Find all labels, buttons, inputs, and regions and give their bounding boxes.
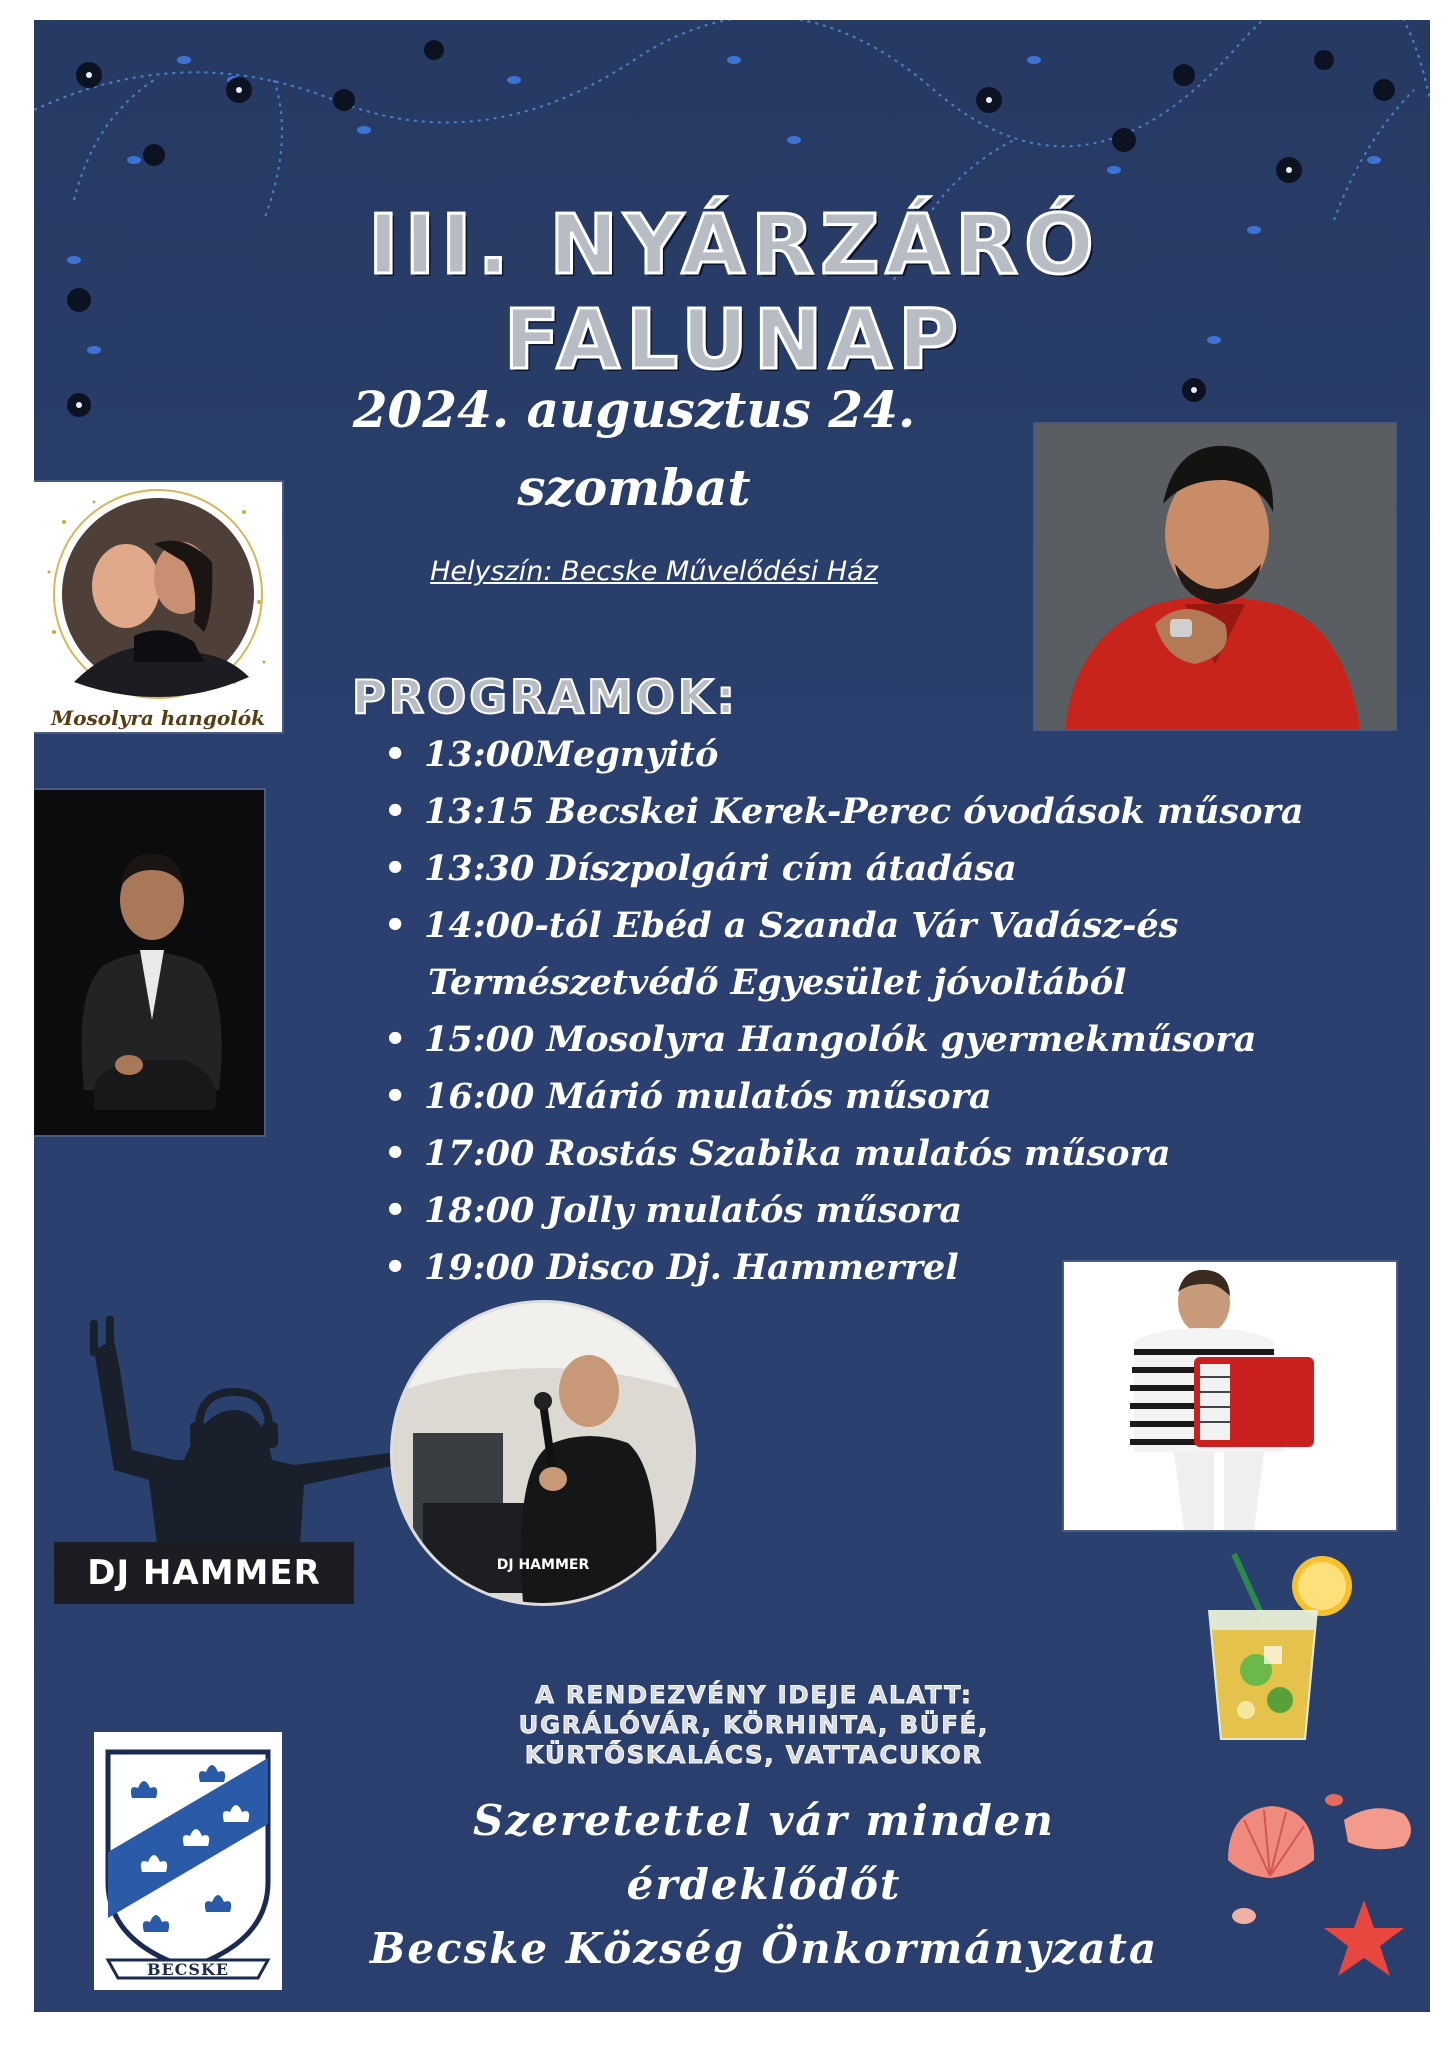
during-event-line: A RENDEZVÉNY IDEJE ALATT: [535, 1681, 973, 1709]
program-list [384, 726, 1430, 1296]
dj-photo-caption: DJ HAMMER [496, 1557, 590, 1573]
lemonade-glass-icon [1194, 1550, 1364, 1750]
becske-crest [94, 1732, 282, 1990]
accordion-player-photo [1064, 1262, 1396, 1530]
event-date: 2024. augusztus 24. [352, 380, 916, 439]
seashells-starfish-icon [1224, 1790, 1424, 1980]
program-item: • 15:00 Mosolyra Hangolók gyermekműsora [384, 1011, 1430, 1068]
poster [34, 20, 1430, 2012]
singer-leather-jacket-photo [34, 790, 264, 1135]
closing-line-2: érdeklődőt [626, 1860, 902, 1909]
during-event-block [514, 1680, 994, 1770]
jacket-portrait-icon [34, 790, 264, 1135]
during-event-line: KÜRTŐSKALÁCS, VATTACUKOR [524, 1741, 984, 1769]
closing-line-1: Szeretettel vár minden [473, 1796, 1055, 1845]
closing-line-3: Becske Község Önkormányzata [369, 1924, 1159, 1973]
program-item: • 18:00 Jolly mulatós műsora [384, 1182, 1430, 1239]
accordion-portrait-icon [1064, 1262, 1396, 1530]
mosolyra-hangolok-photo [34, 482, 282, 732]
event-day: szombat [517, 458, 751, 517]
becske-crest-label: BECSKE [146, 1960, 230, 1979]
program-item: • 19:00 Disco Dj. Hammerrel [384, 1239, 1430, 1296]
program-item: • 13:15 Becskei Kerek-Perec óvodások műsora [384, 783, 1430, 840]
program-item-continuation: Természetvédő Egyesület jóvoltából [428, 962, 1127, 1003]
during-event-line: UGRÁLÓVÁR, KÖRHINTA, BÜFÉ, [518, 1711, 990, 1739]
program-item: • 13:30 Díszpolgári cím átadása [384, 840, 1430, 897]
event-venue: Helyszín: Becske Művelődési Ház [430, 556, 878, 587]
event-title: III. NYÁRZÁRÓ FALUNAP [368, 198, 1100, 388]
couple-portrait-icon [34, 482, 282, 732]
singer-portrait-icon [1035, 424, 1395, 729]
dj-hammer-label: DJ HAMMER [54, 1542, 354, 1604]
program-item: • 16:00 Márió mulatós műsora [384, 1068, 1430, 1125]
dj-hammer-photo [390, 1300, 696, 1606]
mosolyra-caption: Mosolyra hangolók [51, 706, 265, 730]
program-item: • 14:00-tól Ebéd a Szanda Vár Vadász-és [384, 897, 1430, 954]
program-item: • 17:00 Rostás Szabika mulatós műsora [384, 1125, 1430, 1182]
coat-of-arms-icon [94, 1732, 282, 1990]
singer-red-shirt-photo [1035, 424, 1395, 729]
program-heading: PROGRAMOK: [352, 670, 738, 724]
dj-silhouette-icon [54, 1310, 434, 1560]
program-item: • 13:00Megnyitó [384, 726, 1430, 783]
